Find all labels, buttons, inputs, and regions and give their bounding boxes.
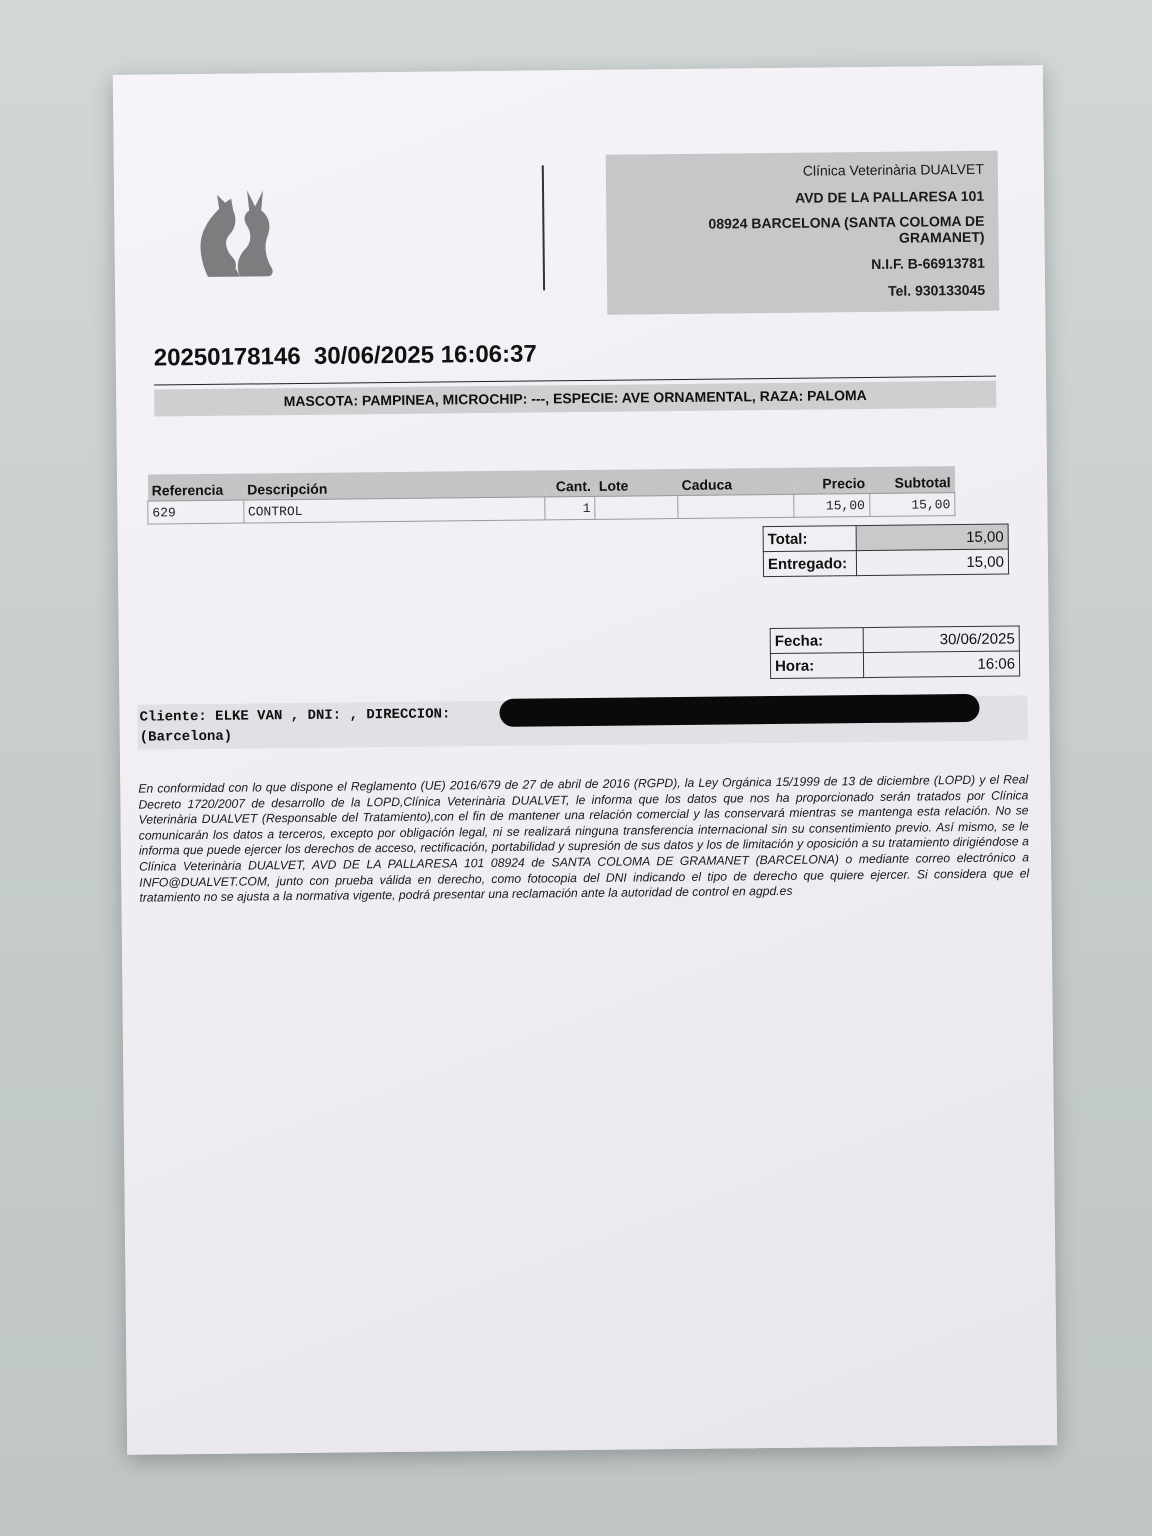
header-caduca: Caduca <box>677 468 794 496</box>
header-precio: Precio <box>794 467 870 494</box>
cell-cant: 1 <box>545 496 595 520</box>
cell-lote <box>595 496 678 520</box>
header-referencia: Referencia <box>147 474 243 501</box>
entregado-row <box>763 549 1008 577</box>
fecha-label: Fecha: <box>770 628 863 654</box>
clinic-address-line1: AVD DE LA PALLARESA 101 <box>795 187 985 206</box>
hora-row <box>770 651 1019 679</box>
clinic-nif: N.I.F. B-66913781 <box>871 254 985 273</box>
entregado-label: Entregado: <box>763 551 856 577</box>
header-divider <box>542 165 545 290</box>
hora-label: Hora: <box>770 653 863 679</box>
invoice-paper <box>113 65 1057 1455</box>
total-value: 15,00 <box>856 524 1008 551</box>
cell-descripcion: CONTROL <box>243 497 545 523</box>
entregado-value: 15,00 <box>856 549 1008 576</box>
total-label: Total: <box>763 526 856 552</box>
fecha-row <box>770 626 1019 654</box>
client-line2: (Barcelona) <box>139 728 233 746</box>
cat-and-rabbit-logo-icon <box>189 188 285 279</box>
clinic-tel: Tel. 930133045 <box>887 281 986 299</box>
date-time-table <box>770 625 1021 679</box>
legal-privacy-notice: En conformidad con lo que dispone el Reglamento (UE) 2016/679 de 27 de abril de 2016 (RGPD), la Ley Orgánica 15/1999 de 13 de diciembre (LOPD) y el Real Decreto 1720/2007 de desarrollo de la LOPD,Clínica Veterinària DUALVET, le informa que los datos que nos ha proporcionado serán tratados por Clínica Veterinària DUALVET (Responsable del Tratamiento),con el fin de mantener una relación comercial y las conservará mientras se mantenga esta relación. No se comunicarán los datos a terceros, excepto por obligación legal, ni se realizará ninguna transferencia internacional sin su consentimiento previo. Así mismo, se le informa que puede ejercer los derechos de acceso, rectificación, portabilidad y supresión de sus datos y los de limitación y oposición a su tratamiento dirigiéndose a Clínica Veterinària DUALVET, AVD DE LA PALLARESA 101 08924 de SANTA COLOMA DE GRAMANET (BARCELONA) o mediante correo electrónico a INFO@DUALVET.COM, junto con prueba válida en derecho, como fotocopia del DNI indicando el tipo de derecho que quiere ejercer. Si considera que el tratamiento no se ajusta a la normativa vigente, podrá presentar una reclamación ante la autoridad de control en agpd.es <box>138 772 1030 905</box>
client-line1: Cliente: ELKE VAN , DNI: , DIRECCION: <box>139 706 451 726</box>
clinic-address-line2: 08924 BARCELONA (SANTA COLOMA DE GRAMANET) <box>708 212 985 246</box>
redaction-mark <box>499 694 979 727</box>
header-cant: Cant. <box>545 470 595 497</box>
clinic-name: Clínica Veterinària DUALVET <box>802 160 984 179</box>
cell-caduca <box>678 494 795 518</box>
cell-subtotal: 15,00 <box>869 493 955 517</box>
header-descripcion: Descripción <box>243 470 545 500</box>
totals-table <box>763 524 1010 578</box>
header-lote: Lote <box>595 469 678 496</box>
cell-precio: 15,00 <box>794 494 870 518</box>
hora-value: 16:06 <box>863 651 1019 678</box>
pet-info-bar: MASCOTA: PAMPINEA, MICROCHIP: ---, ESPECIE: AVE ORNAMENTAL, RAZA: PALOMA <box>154 381 996 417</box>
fecha-value: 30/06/2025 <box>863 626 1019 653</box>
header-subtotal: Subtotal <box>869 466 955 493</box>
cell-referencia: 629 <box>148 500 244 524</box>
items-table <box>147 466 955 524</box>
document-number-datetime: 20250178146 30/06/2025 16:06:37 <box>153 340 537 372</box>
clinic-info-box <box>606 151 1000 315</box>
total-row <box>763 524 1008 552</box>
